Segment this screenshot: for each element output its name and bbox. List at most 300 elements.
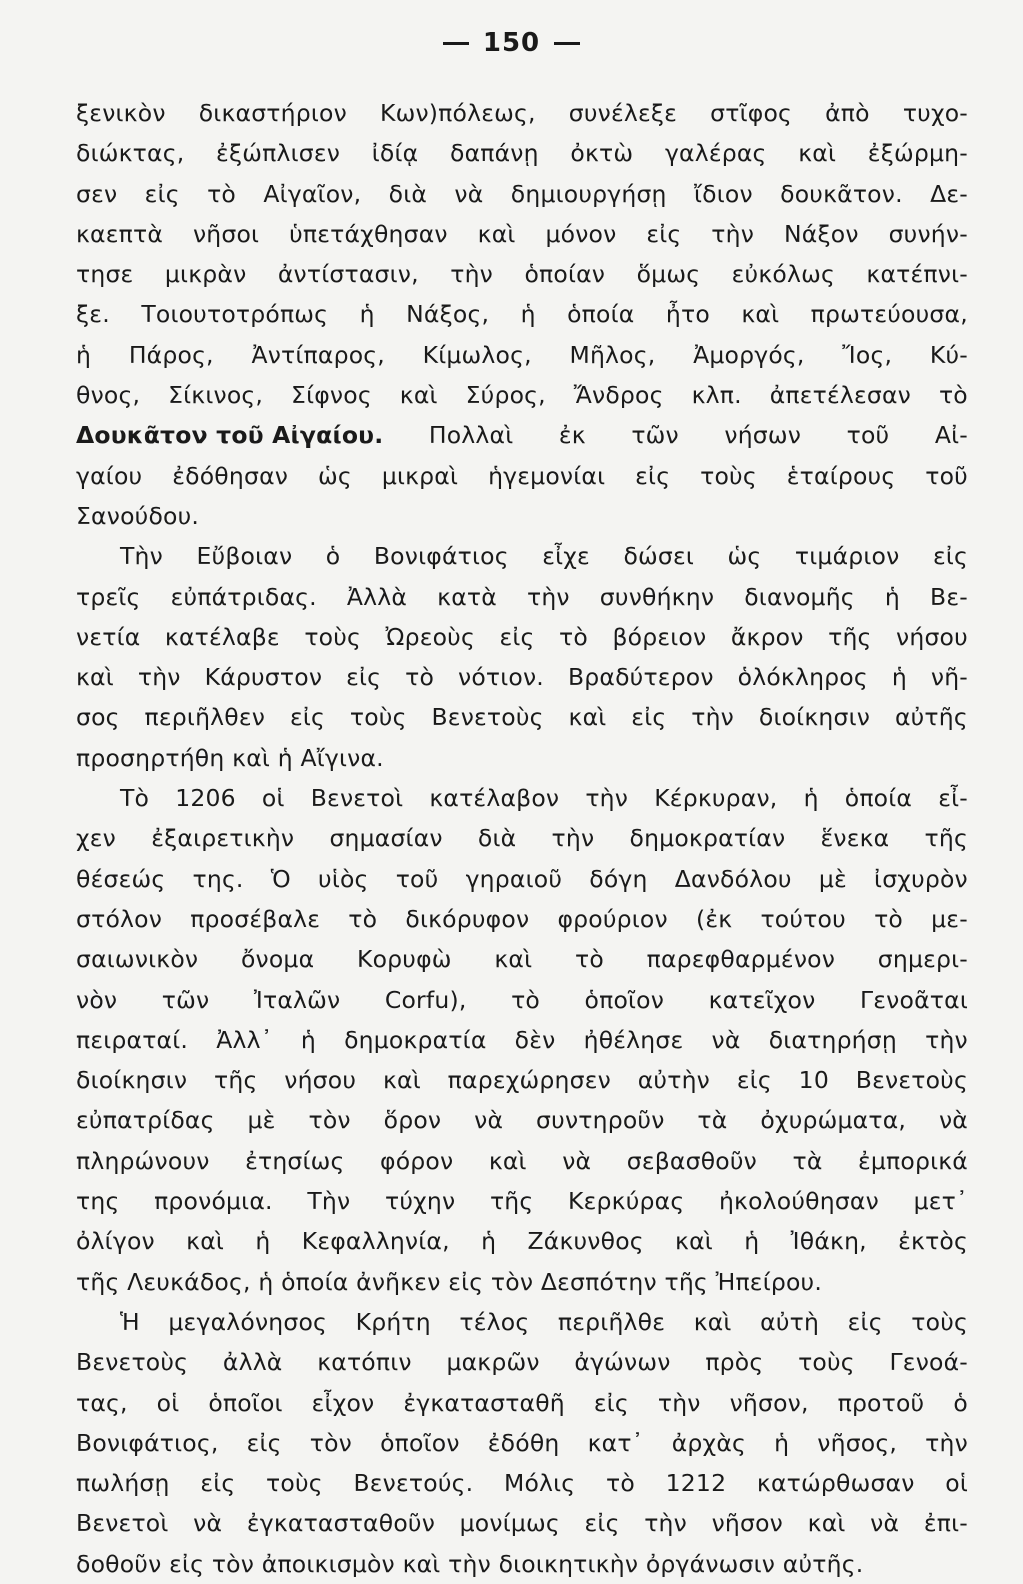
- text-line: [76, 697, 968, 737]
- word: ὄνομα: [240, 945, 315, 974]
- word: περιῆλθεν: [144, 703, 266, 732]
- text-line: [76, 617, 968, 657]
- word: εὐκόλως: [731, 260, 835, 289]
- word: κατεῖχον: [708, 985, 816, 1014]
- word: ἄκρον: [730, 622, 804, 651]
- word: τὸ: [574, 945, 604, 974]
- word: Βενετοὶ: [76, 1509, 169, 1538]
- word: καὶ: [402, 1549, 449, 1578]
- word: πειραταί.: [76, 1025, 189, 1054]
- word: ἀντίστασιν,: [277, 260, 419, 289]
- word: προνόμια.: [154, 1187, 273, 1216]
- word: Γενοά-: [889, 1348, 968, 1377]
- word: τὸ: [348, 904, 378, 933]
- word: πρωτεύουσα,: [810, 300, 968, 329]
- word: Κρήτη: [355, 1307, 431, 1336]
- word: δώσει: [623, 542, 695, 571]
- word: καὶ: [232, 743, 278, 772]
- word: 1206: [175, 784, 236, 813]
- word: τύχην: [384, 1187, 456, 1216]
- word: τοὺς: [700, 461, 757, 490]
- word: τὰ: [697, 1106, 728, 1135]
- word: νήσου: [284, 1066, 357, 1095]
- word: Τὴν: [120, 542, 163, 571]
- word: καὶ: [76, 663, 114, 692]
- word: τῶν: [631, 421, 679, 450]
- word: ἡ: [520, 300, 536, 329]
- word: πληρώνουν: [76, 1146, 210, 1175]
- word: ἀπὸ: [825, 99, 870, 127]
- word: της.: [192, 864, 244, 893]
- word: Ἰταλῶν: [253, 985, 341, 1014]
- word: νετία: [76, 622, 141, 651]
- word: τησε: [76, 260, 134, 289]
- word: Νάξον: [783, 219, 859, 248]
- word: προσηρτήθη: [76, 743, 233, 772]
- word: Ὠρεοὺς: [385, 622, 475, 651]
- word: οἱ: [945, 1469, 968, 1498]
- word: δημοκρατίαν: [629, 824, 786, 853]
- word: ὅμως: [636, 260, 701, 289]
- word: Κίμωλος,: [422, 340, 532, 369]
- word: ἕνεκα: [820, 824, 890, 853]
- word: Ἄνδρος: [573, 381, 664, 410]
- word: τῆς: [489, 1187, 534, 1216]
- word: τὴν: [585, 784, 629, 813]
- word: τοὺς: [798, 1348, 855, 1377]
- word: εὐπατρίδας: [76, 1106, 215, 1135]
- word: Corfu),: [384, 985, 467, 1014]
- word: τὴν: [711, 219, 755, 248]
- word: Ἴος,: [842, 340, 893, 369]
- right-dash: [554, 42, 580, 45]
- word: σαιωνικὸν: [76, 945, 199, 974]
- text-line: [76, 536, 968, 576]
- word: Βενετοὺς: [76, 1348, 189, 1377]
- word: νὰ: [870, 1509, 900, 1538]
- body-text: [76, 93, 968, 1584]
- text-line: [76, 133, 968, 173]
- word: Δανδόλου: [674, 864, 792, 893]
- word: κατέπνι-: [866, 260, 968, 289]
- word: τὴν: [925, 1428, 968, 1457]
- word: παρεφθαρμένον: [646, 945, 836, 974]
- word: εἰς: [593, 1388, 629, 1417]
- text-line: [76, 1262, 968, 1302]
- text-line: [76, 1342, 968, 1382]
- word: ὡς: [727, 542, 762, 571]
- word: Σίφνος: [291, 381, 372, 410]
- word: ἡ: [255, 1227, 271, 1256]
- word: διὰ: [477, 824, 517, 853]
- word: τοὺς: [349, 703, 407, 732]
- text-line: [76, 1060, 968, 1100]
- word: νῆσον: [711, 1509, 784, 1538]
- word: Μῆλος,: [569, 340, 656, 369]
- word: ἠθέλησε: [583, 1025, 684, 1054]
- word: καὶ: [186, 1227, 225, 1256]
- word: ἰσχυρὸν: [874, 864, 968, 893]
- word: Ὁ: [270, 864, 291, 893]
- word: ἡ: [884, 582, 900, 611]
- text-line: [76, 1141, 968, 1181]
- text-line: [76, 818, 968, 858]
- text-line: [76, 335, 968, 375]
- word: Πολλαὶ: [428, 421, 514, 450]
- word: βόρειον: [612, 622, 707, 651]
- word: Βενετοὺς: [431, 703, 544, 732]
- word: τοὺς: [266, 1469, 323, 1498]
- word: τῆς: [214, 1066, 258, 1095]
- word: τυχο-: [902, 99, 968, 127]
- word: ἡ: [744, 1227, 760, 1256]
- word: Βε-: [930, 582, 968, 611]
- word: εἶχον: [311, 1388, 375, 1417]
- word: σεβασθοῦν: [626, 1146, 757, 1175]
- word: αὐτῆς.: [782, 1549, 864, 1578]
- word: ἀγώνων: [574, 1348, 671, 1377]
- word: Κύ-: [929, 340, 968, 369]
- word: καὶ: [494, 945, 533, 974]
- word: Τὸ: [120, 784, 150, 813]
- text-line: [76, 1383, 968, 1423]
- word: τὴν: [448, 1549, 499, 1578]
- word: μεγαλόνησος: [168, 1307, 328, 1336]
- word: ἀλλὰ: [222, 1348, 283, 1377]
- word: καεπτὰ: [76, 219, 164, 248]
- word: νὰ: [711, 1025, 741, 1054]
- word: τὴν: [526, 582, 570, 611]
- word: ἰδίᾳ: [371, 139, 419, 168]
- word: οἱ: [156, 1388, 180, 1417]
- word: δημοκρατία: [344, 1025, 487, 1054]
- word: διοίκησιν: [76, 1066, 188, 1095]
- word: ἑταίρους: [786, 461, 896, 490]
- word: Ἀντίπαρος,: [251, 340, 385, 369]
- text-line: [76, 93, 968, 133]
- text-line: [76, 980, 968, 1020]
- word: δουκᾶτον.: [780, 179, 903, 208]
- text-line: [76, 1181, 968, 1221]
- word: διανομῆς: [744, 582, 855, 611]
- word: καὶ: [477, 219, 516, 248]
- word: δικαστήριον: [198, 99, 347, 127]
- word: γαίου: [76, 461, 143, 490]
- word: κλπ.: [691, 381, 742, 410]
- word: πωλήσῃ: [76, 1469, 170, 1498]
- word: νήσου: [896, 622, 968, 651]
- word: ἐξώρμη-: [867, 139, 968, 168]
- word: σημασίαν: [329, 824, 443, 853]
- word: Ἀμοργός,: [693, 340, 805, 369]
- page-number: [0, 28, 1023, 58]
- word: τὸ: [207, 179, 236, 208]
- word: Σίκινος,: [168, 381, 264, 410]
- word: ξε.: [76, 300, 110, 329]
- word: αὐτὴν: [637, 1066, 710, 1095]
- text-line: [76, 1544, 968, 1584]
- word: δικόρυφον: [405, 904, 530, 933]
- word: τὴν: [551, 824, 595, 853]
- word: μὲ: [247, 1106, 276, 1135]
- word: με-: [931, 904, 968, 933]
- text-line: [76, 1020, 968, 1060]
- word: Βενετοὶ: [310, 784, 404, 813]
- word: Κάρυστον: [204, 663, 323, 692]
- bold-phrase: Δουκᾶτον τοῦ Αἰγαίου.: [76, 421, 384, 450]
- word: Ἡ: [120, 1307, 140, 1336]
- word: Κερκύρας: [568, 1187, 685, 1216]
- word: τῆς: [664, 1267, 716, 1296]
- word: στῖφος: [710, 99, 793, 127]
- word: νότιον.: [458, 663, 544, 692]
- word: κατὰ: [437, 582, 497, 611]
- word: θέσεώς: [76, 864, 166, 893]
- word: καὶ: [693, 1307, 732, 1336]
- word: Σύρος,: [465, 381, 546, 410]
- word: τὰ: [792, 1146, 823, 1175]
- text-line: [76, 577, 968, 617]
- word: ὁλόκληρος: [737, 663, 868, 692]
- word: μόνον: [545, 219, 617, 248]
- text-line: [76, 375, 968, 415]
- word: εἰς: [200, 1469, 236, 1498]
- word: ἡ: [774, 1428, 790, 1457]
- word: Λευκάδος,: [127, 1267, 259, 1296]
- word: κατόπιν: [317, 1348, 412, 1377]
- word: τὴν: [925, 1025, 968, 1054]
- word: καὶ: [399, 381, 438, 410]
- word: Ἀλλ᾿: [216, 1025, 273, 1054]
- word: ξενικὸν: [76, 99, 166, 127]
- word: Μόλις: [503, 1469, 576, 1498]
- word: ἡ: [481, 1227, 497, 1256]
- word: τὸ: [938, 381, 968, 410]
- word: ἡ: [359, 300, 375, 329]
- word: ὁποῖον: [584, 985, 665, 1014]
- word: Τοιουτοτρόπως: [141, 300, 329, 329]
- word: εἰς: [289, 703, 325, 732]
- word: Κέρκυραν,: [654, 784, 778, 813]
- word: μονίμως: [459, 1509, 560, 1538]
- word: νὰ: [562, 1146, 592, 1175]
- word: Γενοᾶται: [859, 985, 968, 1014]
- word: τὸν: [211, 1549, 262, 1578]
- word: κατώρθωσαν: [756, 1469, 915, 1498]
- word: φόρον: [380, 1146, 454, 1175]
- word: τῆς: [76, 1267, 128, 1296]
- word: καὶ: [568, 703, 607, 732]
- word: 1212: [665, 1469, 727, 1498]
- word: τὴν: [450, 260, 493, 289]
- word: οἱ: [261, 784, 285, 813]
- word: εἰς: [246, 1428, 282, 1457]
- word: τοὺς: [304, 622, 362, 651]
- word: τὸ: [874, 904, 903, 933]
- word: διὰ: [388, 179, 428, 208]
- word: ὁποίαν: [524, 260, 606, 289]
- word: περιῆλθε: [557, 1307, 666, 1336]
- word: νῆσον,: [729, 1388, 809, 1417]
- word: καὶ: [382, 1066, 421, 1095]
- word: νῆσοι: [192, 219, 260, 248]
- word: (ἐκ: [695, 904, 733, 933]
- word: εἰς: [646, 219, 682, 248]
- text-line: [76, 214, 968, 254]
- word: ἡ: [277, 743, 301, 772]
- word: εἰς: [635, 461, 671, 490]
- word: καὶ: [675, 1227, 713, 1256]
- word: Αἴγινα.: [300, 743, 384, 772]
- word: ἡ: [258, 1267, 282, 1296]
- word: Δε-: [930, 179, 968, 208]
- word: εἰς: [499, 622, 535, 651]
- word: Κων)πόλεως,: [379, 99, 536, 127]
- word: τοῦ: [395, 864, 439, 893]
- word: ἐδόθη: [487, 1428, 560, 1457]
- word: ἐγκατασταθῆ: [403, 1388, 565, 1417]
- word: τὸ: [559, 622, 588, 651]
- word: ἡ: [803, 784, 819, 813]
- word: γηραιοῦ: [465, 864, 563, 893]
- word: πρὸς: [705, 1348, 764, 1377]
- word: προτοῦ: [837, 1388, 925, 1417]
- text-line: [76, 859, 968, 899]
- word: δημιουργήσῃ: [510, 179, 667, 208]
- word: δοθοῦν: [76, 1549, 170, 1578]
- word: τοὺς: [911, 1307, 968, 1336]
- word: Κεφαλληνία,: [301, 1227, 450, 1256]
- word: ἀνῆκεν: [356, 1267, 449, 1296]
- word: αὐτὴ: [760, 1307, 820, 1336]
- word: τὸν: [490, 1267, 541, 1296]
- word: κατέλαβε: [164, 622, 280, 651]
- word: τούτου: [760, 904, 846, 933]
- word: 10: [798, 1066, 829, 1095]
- word: Τὴν: [307, 1187, 351, 1216]
- word: τῶν: [161, 985, 210, 1014]
- text-line: [76, 294, 968, 334]
- word: εἶ-: [938, 784, 968, 813]
- word: εἰς: [169, 1549, 212, 1578]
- word: εἰς: [448, 1267, 491, 1296]
- word: ἡ: [300, 1025, 316, 1054]
- word: φρούριον: [557, 904, 668, 933]
- word: δαπάνῃ: [450, 139, 539, 168]
- word: Αἰ-: [934, 421, 968, 450]
- word: της: [76, 1187, 120, 1216]
- word: ὁποία: [281, 1267, 357, 1296]
- word: κατέλαβον: [429, 784, 560, 813]
- word: ἐμπορικά: [858, 1146, 968, 1175]
- word: σημερι-: [877, 945, 968, 974]
- word: Δεσπότην: [540, 1267, 665, 1296]
- text-line: [76, 1302, 968, 1342]
- word: τοῦ: [846, 421, 890, 450]
- word: νήσων: [724, 421, 802, 450]
- word: εἶχε: [542, 542, 590, 571]
- word: νὰ: [193, 1509, 223, 1538]
- word: εἰς: [346, 663, 382, 692]
- text-line: [76, 778, 968, 818]
- word: μακρῶν: [446, 1348, 540, 1377]
- word: ὅρον: [383, 1106, 442, 1135]
- word: Ἠπείρου.: [715, 1267, 823, 1296]
- word: νῆσος,: [817, 1428, 898, 1457]
- text-line: [76, 1423, 968, 1463]
- text-line: [76, 899, 968, 939]
- text-line: [76, 254, 968, 294]
- word: καὶ: [798, 139, 837, 168]
- word: μὲ: [818, 864, 847, 893]
- word: ἴδιον: [693, 179, 753, 208]
- word: διατηρήσῃ: [768, 1025, 897, 1054]
- word: χεν: [76, 824, 117, 853]
- word: διώκτας,: [76, 139, 185, 168]
- word: συνήν-: [888, 219, 968, 248]
- word: ἐξαιρετικὴν: [151, 824, 295, 853]
- word: ὁ: [325, 542, 341, 571]
- word: εἰς: [847, 1307, 883, 1336]
- word: Σανούδου.: [76, 501, 200, 530]
- word: Ἀλλὰ: [346, 582, 408, 611]
- word: Εὔβοιαν: [196, 542, 293, 571]
- word: συνθήκην: [599, 582, 715, 611]
- word: εἰς: [584, 1509, 620, 1538]
- word: ὁποία: [844, 784, 913, 813]
- word: εἰς: [736, 1066, 772, 1095]
- word: σεν: [76, 179, 118, 208]
- text-line: [76, 1463, 968, 1503]
- word: ὁποῖον: [380, 1428, 460, 1457]
- word: μικραὶ: [381, 461, 459, 490]
- word: παρεχώρησεν: [447, 1066, 611, 1095]
- word: διοίκησιν: [758, 703, 871, 732]
- word: τιμάριον: [794, 542, 900, 571]
- word: τὴν: [691, 703, 734, 732]
- word: ἦτο: [665, 300, 710, 329]
- word: τὴν: [657, 1388, 701, 1417]
- left-dash: [443, 42, 469, 45]
- word: κατ᾿: [587, 1428, 644, 1457]
- text-line: [76, 174, 968, 214]
- word: μετ᾿: [913, 1187, 968, 1216]
- text-line: [76, 939, 968, 979]
- word: ὁποία: [567, 300, 635, 329]
- word: ἐτησίως: [245, 1146, 345, 1175]
- text-line: [76, 1100, 968, 1140]
- text-line: [76, 456, 968, 496]
- page-number-value: 150: [482, 28, 541, 58]
- word: τὸν: [309, 1428, 353, 1457]
- word: νὸν: [76, 985, 118, 1014]
- word: Βονιφάτιος,: [76, 1428, 219, 1457]
- word: προσέβαλε: [190, 904, 321, 933]
- word: συνέλεξε: [568, 99, 678, 127]
- text-line: [76, 415, 968, 455]
- word: Αἰγαῖον,: [263, 179, 362, 208]
- word: νὰ: [454, 179, 484, 208]
- word: ἐκ: [558, 421, 586, 450]
- word: γαλέρας: [664, 139, 767, 168]
- word: σος: [76, 703, 120, 732]
- word: μικρὰν: [164, 260, 247, 289]
- word: ἐδόθησαν: [172, 461, 289, 490]
- word: εἰς: [144, 179, 180, 208]
- word: καὶ: [807, 1509, 846, 1538]
- text-line: [76, 738, 968, 778]
- word: τρεῖς: [76, 582, 141, 611]
